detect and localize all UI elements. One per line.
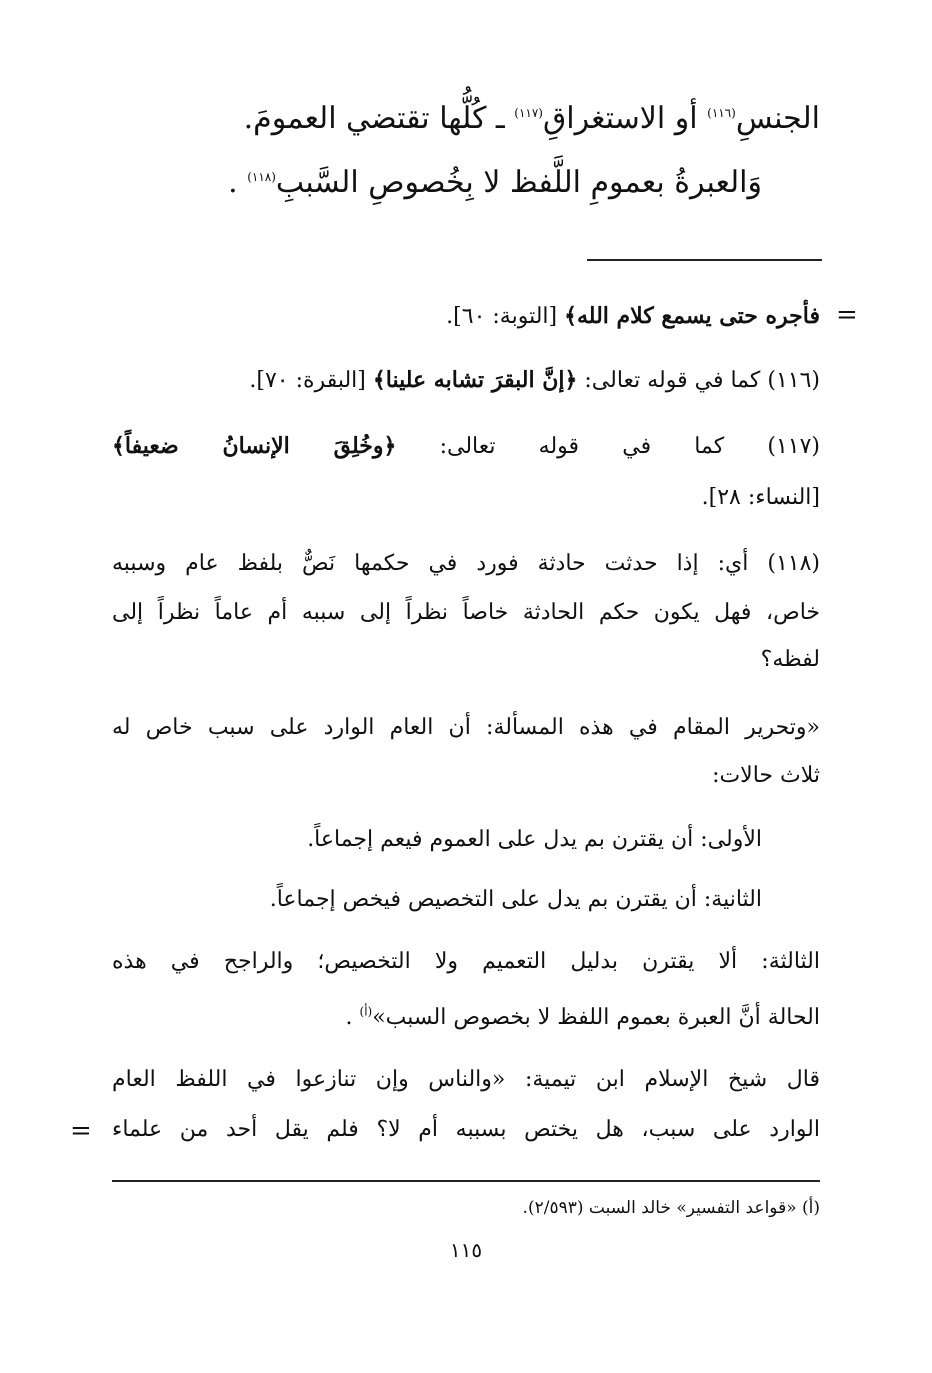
- quran-ref: [البقرة: ٧٠].: [249, 368, 373, 393]
- note-ref-118: (١١٨): [247, 170, 276, 184]
- note-118-line-2: خاص، فهل يكون حكم الحادثة خاصاً نظراً إلى سببه أم عاماً نظراً إلى: [112, 600, 820, 625]
- footnote-ref: (أ): [359, 1004, 373, 1019]
- quote-line-1: «وتحرير المقام في هذه المسألة: أن العام الوارد على سبب خاص له: [112, 715, 820, 740]
- page-number: ١١٥: [449, 1238, 483, 1262]
- quran-text: فأجره حتى يسمع كلام الله﴾: [564, 303, 820, 329]
- note-ref-117: (١١٧): [514, 106, 543, 120]
- verse-text: ـ كُلُّها تقتضي العمومَ.: [243, 101, 515, 136]
- note-117: [112, 418, 820, 475]
- note-text: (١١٦) كما في قوله تعالى:: [577, 368, 820, 393]
- note-118-line-3: لفظه؟: [760, 647, 820, 672]
- notes-separator: [587, 259, 822, 261]
- case-second: الثانية: أن يقترن بم يدل على التخصيص فيخص إجماعاً.: [269, 887, 762, 912]
- case-third-line-2: [112, 990, 820, 1046]
- footnote: (أ) «قواعد التفسير» خالد السبت (٢/٥٩٣).: [522, 1198, 820, 1218]
- continuation-mark: =: [836, 300, 858, 330]
- case-third-line-1: الثالثة: ألا يقترن بدليل التعميم ولا التخصيص؛ والراجح في هذه: [112, 949, 820, 974]
- verse-text: وَالعبرةُ بعمومِ اللَّفظ لا بِخُصوصِ السَّببِ: [275, 165, 762, 200]
- verse-text: أو الاستغراقِ: [542, 101, 708, 136]
- continuation-mark: =: [70, 1116, 92, 1146]
- note-118-line-1: (١١٨) أي: إذا حدثت حادثة فورد في حكمها نَصٌّ بلفظ عام وسببه: [112, 551, 820, 576]
- quran-ref: [التوبة: ٦٠].: [446, 304, 565, 329]
- verse-text: .: [228, 165, 248, 200]
- quran-text: ﴿وخُلِقَ الإنسانُ ضعيفاً﴾: [112, 433, 397, 459]
- footnote-separator: [112, 1180, 820, 1182]
- quran-text: ﴿إنَّ البقرَ تشابه علينا﴾: [372, 367, 578, 393]
- note-text: .: [345, 1005, 360, 1030]
- note-continuation: [112, 288, 820, 345]
- note-text: الحالة أنَّ العبرة بعموم اللفظ لا بخصوص السبب»: [372, 1005, 820, 1030]
- case-first: الأولى: أن يقترن بم يدل على العموم فيعم إجماعاً.: [307, 827, 762, 852]
- verse-line-2: [228, 160, 762, 206]
- note-text: (١١٧) كما في قوله تعالى:: [396, 434, 820, 459]
- ibn-taymiyyah-line-1: قال شيخ الإسلام ابن تيمية: «والناس وإن تنازعوا في اللفظ العام: [112, 1067, 820, 1092]
- verse-text: الجنسِ: [735, 101, 820, 136]
- note-116: [112, 352, 820, 409]
- quote-line-2: ثلاث حالات:: [712, 763, 820, 788]
- ibn-taymiyyah-line-2: الوارد على سبب، هل يختص بسببه أم لا؟ فلم يقل أحد من علماء: [112, 1117, 820, 1142]
- note-ref-116: (١١٦): [707, 106, 736, 120]
- note-117-ref: [النساء: ٢٨].: [701, 485, 820, 510]
- verse-line-1: [244, 96, 820, 142]
